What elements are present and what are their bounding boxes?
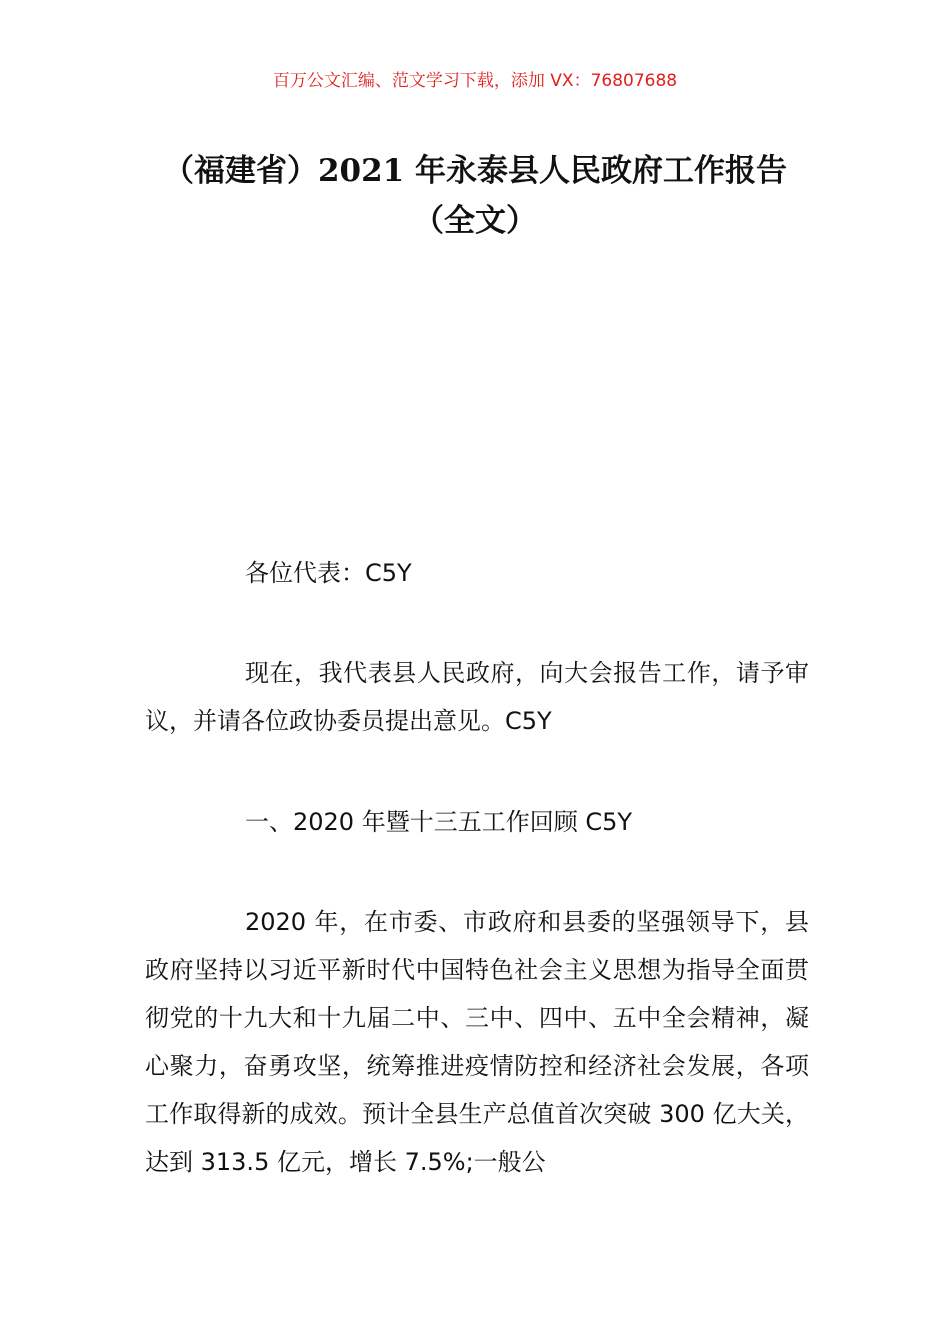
intro-text: 现在，我代表县人民政府，向大会报告工作，请予审议，并请各位政协委员提出意见。C5Y bbox=[145, 659, 809, 735]
greeting-text: 各位代表：C5Y bbox=[245, 559, 412, 587]
section-heading-text: 一、2020 年暨十三五工作回顾 C5Y bbox=[245, 808, 633, 836]
watermark-header: 百万公文汇编、范文学习下载，添加 VX：76807688 bbox=[272, 71, 678, 91]
document-title: （福建省）2021 年永泰县人民政府工作报告（全文） bbox=[162, 153, 788, 239]
review-text: 2020 年，在市委、市政府和县委的坚强领导下，县政府坚持以习近平新时代中国特色社会主义思想为指导全面贯彻党的十九大和十九届二中、三中、四中、五中全会精神，凝心聚力，奋勇攻坚，统筹推进疫情防控和经济社会发展，各项工作取得新的成效。预计全县生产总值首次突破 300 亿大关，达到 313.5 亿元，增长 7.5%;一般公 bbox=[145, 908, 809, 1176]
review-paragraph bbox=[145, 898, 809, 1186]
section-heading bbox=[145, 798, 809, 846]
greeting-paragraph bbox=[145, 549, 809, 597]
intro-paragraph bbox=[145, 649, 809, 745]
